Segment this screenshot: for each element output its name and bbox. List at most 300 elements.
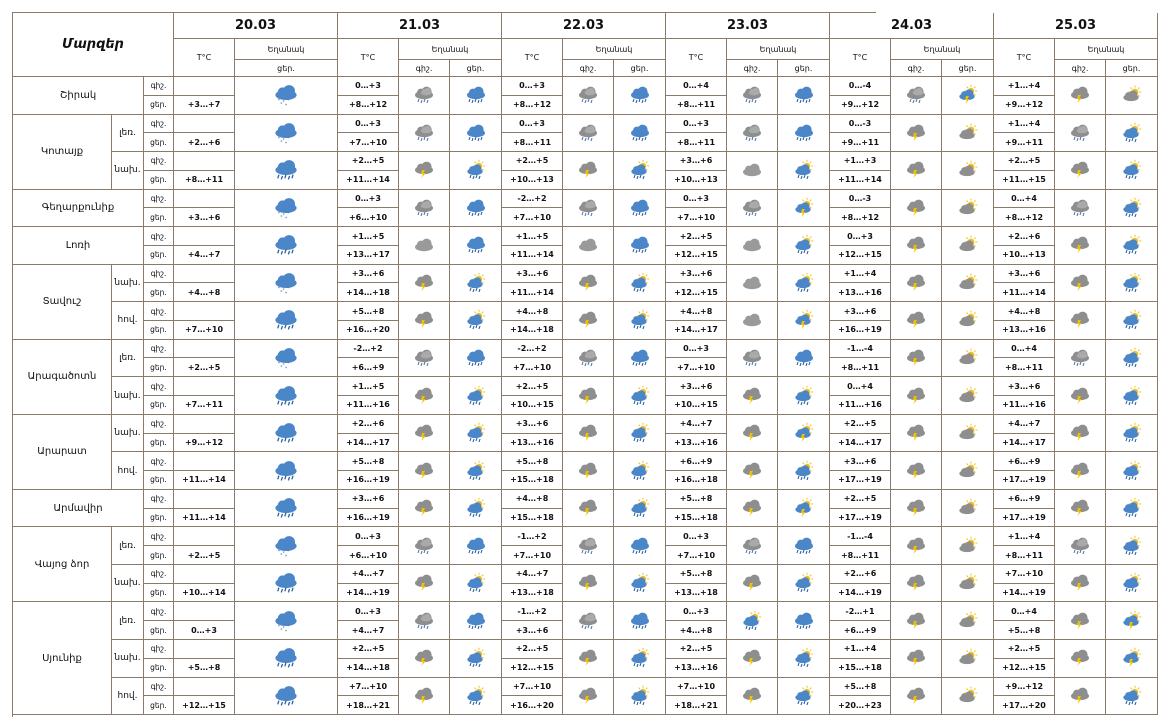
- weather-icon-cell: [399, 452, 450, 490]
- partly-cloudy-rain-icon: [1121, 462, 1143, 480]
- temp-day: +4…+7: [338, 621, 399, 640]
- temp-night: +4…+7: [666, 415, 727, 434]
- overcast-sleet-icon: [577, 537, 599, 555]
- temp-day: +3…+7: [174, 96, 235, 115]
- temp-day: +17…+19: [830, 471, 891, 490]
- night-label: գիշ.: [144, 302, 174, 321]
- partly-cloudy-icon: [957, 574, 979, 592]
- temp-day: +14…+18: [338, 659, 399, 678]
- weather-icon-cell: [891, 115, 942, 153]
- storm-icon: [905, 161, 927, 179]
- temp-header: T°C: [830, 39, 891, 77]
- partly-cloudy-rain-icon: [1121, 424, 1143, 442]
- temp-night: [174, 452, 235, 471]
- day-label: ցեր.: [144, 584, 174, 603]
- weather-icon-cell: [778, 190, 830, 228]
- temp-night: [174, 77, 235, 96]
- partly-cloudy-rain-icon: [629, 574, 651, 592]
- weather-icon-cell: [942, 302, 994, 340]
- day-label: ցեր.: [144, 321, 174, 340]
- weather-icon-cell: [399, 640, 450, 678]
- svg-text:*: *: [282, 363, 285, 369]
- partly-cloudy-rain-icon: [465, 387, 487, 405]
- weather-icon-cell: [891, 340, 942, 378]
- weather-icon-cell: [891, 490, 942, 528]
- weather-icon-cell: [399, 77, 450, 115]
- storm-icon: [577, 387, 599, 405]
- weather-icon-cell: [942, 77, 994, 115]
- weather-icon-cell: [450, 302, 502, 340]
- weather-icon-cell: [942, 415, 994, 453]
- temp-night: +6…+9: [666, 452, 727, 471]
- weather-icon-cell: [727, 302, 778, 340]
- partly-cloudy-rain-icon: [465, 424, 487, 442]
- weather-icon-cell: [614, 377, 666, 415]
- weather-icon-cell: [235, 227, 338, 265]
- weather-icon-cell: [614, 190, 666, 228]
- weather-icon-cell: [727, 415, 778, 453]
- sub-zone-label: լեռ.: [112, 340, 144, 378]
- temp-night: +1…+4: [994, 115, 1055, 134]
- night-label: գիշ.: [144, 115, 174, 134]
- partly-cloudy-icon: [957, 349, 979, 367]
- temp-night: 0…-4: [830, 77, 891, 96]
- temp-day: +8…+12: [338, 96, 399, 115]
- temp-day: +12…+15: [502, 659, 563, 678]
- partly-cloudy-rain-icon: [629, 274, 651, 292]
- temp-night: +3…+6: [666, 377, 727, 396]
- weather-icon-cell: [235, 340, 338, 378]
- partly-cloudy-rain-icon: [1121, 199, 1143, 217]
- weather-icon-cell: [399, 190, 450, 228]
- weather-icon-cell: [563, 527, 614, 565]
- weather-icon-cell: [727, 152, 778, 190]
- temp-day: +11…+15: [994, 171, 1055, 190]
- temp-night: +4…+8: [502, 490, 563, 509]
- night-label: գիշ.: [144, 265, 174, 284]
- weather-icon-cell: [563, 302, 614, 340]
- weather-icon-cell: [727, 452, 778, 490]
- overcast-sleet-icon: [577, 349, 599, 367]
- night-label: գիշ.: [144, 152, 174, 171]
- storm-icon: [1069, 424, 1091, 442]
- storm-icon: [413, 387, 435, 405]
- night-label: գիշ.: [144, 377, 174, 396]
- temp-day: +16…+20: [338, 321, 399, 340]
- storm-icon: [905, 537, 927, 555]
- partly-cloudy-rain-icon: [465, 161, 487, 179]
- svg-text:*: *: [287, 287, 290, 293]
- day-label: ցեր.: [144, 396, 174, 415]
- weather-icon-cell: [450, 490, 502, 528]
- weather-icon-cell: [235, 265, 338, 303]
- overcast-sleet-icon: [413, 537, 435, 555]
- region-name: Վայոց ձոր: [13, 527, 112, 602]
- temp-night: +1…+3: [830, 152, 891, 171]
- weather-icon-cell: [942, 565, 994, 603]
- temp-day: +11…+14: [502, 246, 563, 265]
- weather-icon-cell: [1106, 452, 1158, 490]
- weather-icon-cell: [450, 678, 502, 716]
- cloudy-icon: [741, 161, 763, 179]
- temp-day: +16…+19: [830, 321, 891, 340]
- svg-text:*: *: [282, 550, 285, 556]
- temp-day: +2…+5: [174, 358, 235, 377]
- day-subheader: ցեր.: [778, 60, 830, 77]
- weather-icon-cell: [614, 227, 666, 265]
- temp-night: +3…+6: [666, 152, 727, 171]
- weather-header: Եղանակ: [727, 39, 830, 60]
- temp-night: 0…+3: [502, 115, 563, 134]
- weather-icon-cell: [450, 602, 502, 640]
- temp-day: +8…+12: [994, 208, 1055, 227]
- weather-icon-cell: [563, 678, 614, 716]
- temp-day: +4…+8: [666, 621, 727, 640]
- sub-zone-label: հով.: [112, 302, 144, 340]
- weather-icon-cell: [891, 640, 942, 678]
- weather-icon-cell: [235, 190, 338, 228]
- temp-night: +3…+6: [502, 265, 563, 284]
- weather-icon-cell: [942, 377, 994, 415]
- weather-icon-cell: [235, 490, 338, 528]
- rain-icon: [793, 349, 815, 367]
- weather-icon-cell: [563, 227, 614, 265]
- temp-day: +4…+8: [174, 283, 235, 302]
- storm-icon: [577, 649, 599, 667]
- weather-icon-cell: [727, 602, 778, 640]
- night-label: գիշ.: [144, 527, 174, 546]
- region-name: Լոռի: [13, 227, 144, 265]
- weather-icon-cell: [399, 302, 450, 340]
- weather-icon-cell: [778, 678, 830, 716]
- weather-icon-cell: [1055, 340, 1106, 378]
- night-label: գիշ.: [144, 490, 174, 509]
- weather-icon-cell: [1055, 490, 1106, 528]
- svg-text:*: *: [280, 290, 283, 296]
- partly-cloudy-rain-icon: [465, 574, 487, 592]
- weather-icon-cell: [235, 452, 338, 490]
- overcast-sleet-icon: [741, 199, 763, 217]
- storm-icon: [413, 687, 435, 705]
- svg-text:*: *: [277, 624, 281, 630]
- temp-header: T°C: [994, 39, 1055, 77]
- temp-night: +1…+5: [502, 227, 563, 246]
- rain-icon: [273, 497, 299, 519]
- weather-icon-cell: [1055, 415, 1106, 453]
- day-label: ցեր.: [144, 434, 174, 453]
- weather-icon-cell: [1106, 602, 1158, 640]
- rain-icon: [629, 199, 651, 217]
- temp-day: +14…+19: [338, 584, 399, 603]
- day-subheader: ցեր.: [942, 60, 994, 77]
- temp-night: +2…+5: [994, 152, 1055, 171]
- temp-day: +17…+19: [830, 509, 891, 528]
- weather-icon-cell: [399, 340, 450, 378]
- temp-day: +8…+12: [502, 96, 563, 115]
- temp-night: +6…+9: [994, 490, 1055, 509]
- weather-icon-cell: [891, 265, 942, 303]
- temp-night: +5…+8: [338, 452, 399, 471]
- partly-cloudy-icon: [957, 687, 979, 705]
- weather-icon-cell: [778, 452, 830, 490]
- partly-cloudy-rain-icon: [629, 687, 651, 705]
- sub-zone-label: լեռ.: [112, 602, 144, 640]
- night-label: գիշ.: [144, 415, 174, 434]
- weather-icon-cell: [235, 602, 338, 640]
- night-label: գիշ.: [144, 77, 174, 96]
- temp-night: +1…+4: [830, 265, 891, 284]
- weather-icon-cell: [614, 565, 666, 603]
- date-header: 20.03: [174, 13, 338, 39]
- region-name: Տավուշ: [13, 265, 112, 340]
- storm-icon: [1069, 86, 1091, 104]
- weather-header: Եղանակ: [1055, 39, 1158, 60]
- temp-night: +1…+4: [994, 77, 1055, 96]
- weather-icon-cell: [563, 152, 614, 190]
- temp-day: +15…+18: [502, 509, 563, 528]
- weather-icon-cell: [942, 678, 994, 716]
- temp-night: [174, 302, 235, 321]
- overcast-sleet-icon: [577, 612, 599, 630]
- storm-icon: [1069, 161, 1091, 179]
- partly-cloudy-storm-icon: [793, 311, 815, 329]
- weather-icon-cell: [563, 602, 614, 640]
- weather-icon-cell: [563, 415, 614, 453]
- temp-day: +12…+15: [666, 283, 727, 302]
- weather-header: Եղանակ: [399, 39, 502, 60]
- temp-header: T°C: [338, 39, 399, 77]
- temp-night: [174, 377, 235, 396]
- partly-cloudy-icon: [957, 649, 979, 667]
- temp-night: 0…+4: [994, 340, 1055, 359]
- temp-day: +7…+10: [666, 208, 727, 227]
- weather-icon-cell: [450, 152, 502, 190]
- weather-icon-cell: [778, 527, 830, 565]
- temp-day: +11…+16: [994, 396, 1055, 415]
- partly-cloudy-rain-icon: [1121, 687, 1143, 705]
- weather-icon-cell: [235, 415, 338, 453]
- overcast-sleet-icon: [577, 86, 599, 104]
- weather-icon-cell: [778, 77, 830, 115]
- partly-cloudy-storm-icon: [793, 424, 815, 442]
- temp-day: +14…+18: [502, 321, 563, 340]
- snow-icon: [273, 272, 299, 297]
- partly-cloudy-rain-icon: [1121, 311, 1143, 329]
- cloudy-icon: [741, 311, 763, 329]
- storm-icon: [741, 387, 763, 405]
- temp-day: 0…+3: [174, 621, 235, 640]
- storm-icon: [1069, 274, 1091, 292]
- temp-night: [174, 115, 235, 134]
- weather-icon-cell: [727, 77, 778, 115]
- storm-icon: [1069, 612, 1091, 630]
- weather-icon-cell: [1055, 302, 1106, 340]
- rain-icon: [629, 236, 651, 254]
- region-name: Արագածոտն: [13, 340, 112, 415]
- overcast-sleet-icon: [1069, 537, 1091, 555]
- weather-icon-cell: [1055, 565, 1106, 603]
- temp-day: +13…+16: [830, 283, 891, 302]
- weather-icon-cell: [942, 265, 994, 303]
- temp-night: [174, 527, 235, 546]
- weather-icon-cell: [235, 77, 338, 115]
- partly-cloudy-storm-icon: [793, 199, 815, 217]
- overcast-sleet-icon: [413, 86, 435, 104]
- temp-day: +9…+12: [174, 434, 235, 453]
- temp-night: 0…+3: [666, 115, 727, 134]
- weather-icon-cell: [778, 152, 830, 190]
- temp-night: +3…+6: [830, 302, 891, 321]
- weather-icon-cell: [614, 527, 666, 565]
- temp-day: +14…+17: [666, 321, 727, 340]
- temp-night: +2…+6: [830, 565, 891, 584]
- temp-night: +5…+8: [666, 490, 727, 509]
- storm-icon: [1069, 687, 1091, 705]
- weather-icon-cell: [891, 190, 942, 228]
- temp-night: 0…+4: [830, 377, 891, 396]
- weather-icon-cell: [1106, 640, 1158, 678]
- temp-day: +10…+15: [502, 396, 563, 415]
- temp-header: T°C: [502, 39, 563, 77]
- temp-day: +13…+17: [338, 246, 399, 265]
- weather-icon-cell: [778, 302, 830, 340]
- weather-icon-cell: [891, 452, 942, 490]
- storm-icon: [413, 424, 435, 442]
- rain-icon: [465, 236, 487, 254]
- weather-icon-cell: [614, 678, 666, 716]
- weather-icon-cell: [1106, 377, 1158, 415]
- svg-text:*: *: [277, 99, 281, 105]
- temp-day: +16…+20: [502, 696, 563, 715]
- sub-zone-label: լեռ.: [112, 115, 144, 153]
- weather-icon-cell: [399, 415, 450, 453]
- temp-night: +3…+6: [830, 452, 891, 471]
- storm-icon: [905, 462, 927, 480]
- weather-icon-cell: [235, 678, 338, 716]
- temp-night: +5…+8: [338, 302, 399, 321]
- svg-text:*: *: [287, 99, 290, 105]
- weather-icon-cell: [1106, 227, 1158, 265]
- svg-text:*: *: [282, 213, 285, 219]
- storm-icon: [905, 349, 927, 367]
- weather-header: Եղանակ: [891, 39, 994, 60]
- region-name: Կոտայք: [13, 115, 112, 190]
- partly-cloudy-icon: [957, 537, 979, 555]
- weather-icon-cell: [1055, 452, 1106, 490]
- day-label: ցեր.: [144, 208, 174, 227]
- svg-text:*: *: [284, 104, 288, 110]
- weather-icon-cell: [1106, 565, 1158, 603]
- weather-icon-cell: [450, 77, 502, 115]
- svg-text:*: *: [284, 216, 288, 222]
- partly-cloudy-rain-icon: [793, 274, 815, 292]
- weather-icon-cell: [235, 115, 338, 153]
- svg-text:*: *: [284, 554, 288, 560]
- partly-cloudy-rain-icon: [629, 499, 651, 517]
- svg-text:*: *: [277, 136, 281, 142]
- temp-day: +12…+15: [666, 246, 727, 265]
- weather-icon-cell: [778, 640, 830, 678]
- temp-night: 0…+4: [994, 190, 1055, 209]
- partly-cloudy-icon: [957, 161, 979, 179]
- rain-icon: [273, 385, 299, 407]
- temp-day: +7…+10: [666, 358, 727, 377]
- weather-icon-cell: [614, 265, 666, 303]
- temp-day: +11…+14: [174, 471, 235, 490]
- temp-day: +2…+6: [174, 133, 235, 152]
- rain-icon: [465, 86, 487, 104]
- rain-icon: [629, 124, 651, 142]
- partly-cloudy-rain-icon: [629, 649, 651, 667]
- temp-night: +2…+6: [994, 227, 1055, 246]
- sub-zone-label: նախ.: [112, 377, 144, 415]
- weather-icon-cell: [942, 452, 994, 490]
- temp-day: +7…+11: [174, 396, 235, 415]
- weather-icon-cell: [614, 452, 666, 490]
- rain-icon: [465, 124, 487, 142]
- rain-icon: [465, 612, 487, 630]
- overcast-sleet-icon: [413, 349, 435, 367]
- rain-icon: [465, 349, 487, 367]
- weather-icon-cell: [1055, 527, 1106, 565]
- temp-night: +2…+5: [830, 490, 891, 509]
- day-subheader: ցեր.: [235, 60, 338, 77]
- temp-day: +8…+11: [666, 133, 727, 152]
- weather-icon-cell: [891, 377, 942, 415]
- temp-day: +8…+11: [830, 358, 891, 377]
- rain-icon: [793, 612, 815, 630]
- temp-day: +7…+10: [502, 546, 563, 565]
- cloudy-icon: [577, 236, 599, 254]
- partly-cloudy-icon: [957, 387, 979, 405]
- temp-night: +3…+6: [994, 265, 1055, 284]
- day-label: ցեր.: [144, 246, 174, 265]
- weather-icon-cell: [399, 602, 450, 640]
- temp-night: +5…+8: [502, 452, 563, 471]
- day-label: ցեր.: [144, 546, 174, 565]
- temp-day: +14…+19: [830, 584, 891, 603]
- weather-icon-cell: [614, 640, 666, 678]
- weather-icon-cell: [1055, 678, 1106, 716]
- temp-day: +15…+18: [502, 471, 563, 490]
- temp-day: +11…+14: [502, 283, 563, 302]
- overcast-sleet-icon: [1069, 349, 1091, 367]
- weather-icon-cell: [563, 265, 614, 303]
- weather-icon-cell: [1106, 77, 1158, 115]
- snow-icon: [273, 84, 299, 110]
- temp-day: +2…+5: [174, 546, 235, 565]
- weather-icon-cell: [235, 565, 338, 603]
- weather-icon-cell: [1055, 190, 1106, 228]
- overcast-sleet-icon: [1069, 124, 1091, 142]
- weather-icon-cell: [563, 565, 614, 603]
- temp-day: +8…+11: [666, 96, 727, 115]
- day-label: ցեր.: [144, 696, 174, 715]
- overcast-sleet-icon: [741, 124, 763, 142]
- storm-icon: [1069, 499, 1091, 517]
- marz-header: Մարզեր: [13, 13, 174, 77]
- storm-icon: [1069, 462, 1091, 480]
- temp-night: +3…+6: [338, 490, 399, 509]
- weather-icon-cell: [778, 490, 830, 528]
- temp-day: +10…+13: [994, 246, 1055, 265]
- weather-icon-cell: [1106, 152, 1158, 190]
- temp-night: +2…+5: [502, 377, 563, 396]
- partly-cloudy-storm-icon: [1121, 649, 1143, 667]
- storm-icon: [741, 649, 763, 667]
- day-label: ցեր.: [144, 283, 174, 302]
- partly-cloudy-rain-icon: [465, 649, 487, 667]
